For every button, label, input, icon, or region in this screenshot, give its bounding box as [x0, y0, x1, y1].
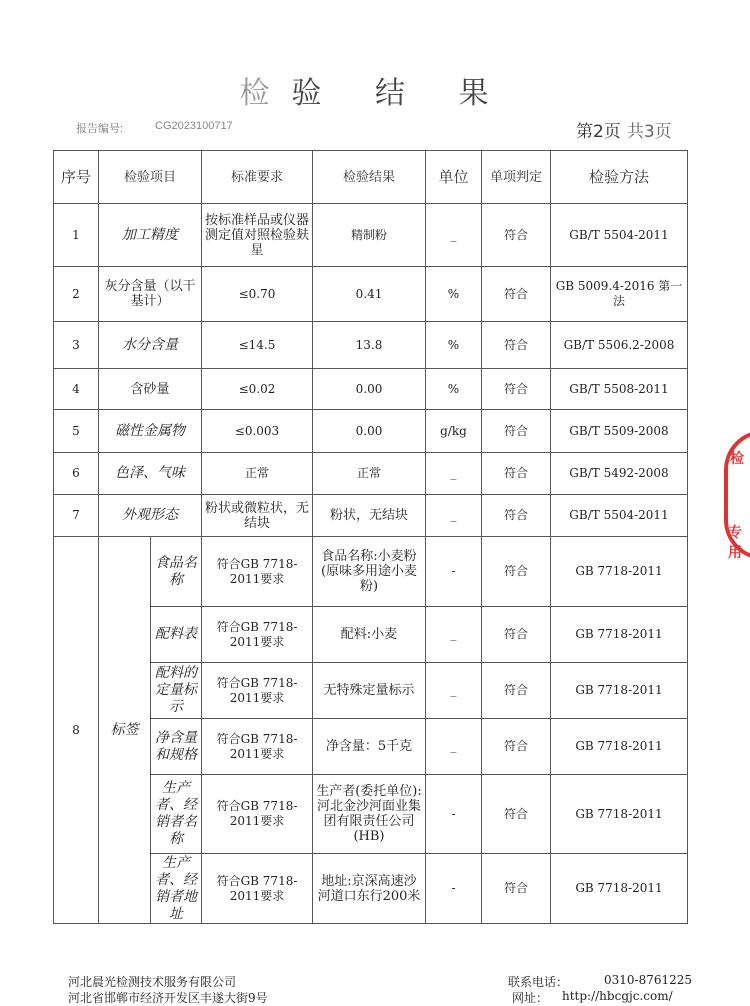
col-header: 检验方法	[551, 151, 688, 204]
row-req: 正常	[202, 453, 313, 495]
row-result: 生产者(委托单位):河北金沙河面业集团有限责任公司(HB)	[313, 775, 426, 854]
row-judge: 符合	[482, 775, 551, 854]
row-method: GB 7718-2011	[551, 607, 688, 663]
col-header: 序号	[54, 151, 99, 204]
table-row	[54, 267, 688, 322]
footer-address: 河北省邯郸市经济开发区丰遂大街9号	[68, 991, 268, 1005]
row-method: GB/T 5508-2011	[551, 369, 688, 410]
red-seal-stamp	[724, 430, 750, 560]
table-row	[54, 322, 688, 369]
table-row	[54, 453, 688, 495]
row-no: 2	[54, 267, 99, 322]
row-unit: _	[426, 663, 482, 719]
title-first-char: 检	[239, 76, 292, 111]
row-req: 符合GB 7718-2011要求	[202, 537, 313, 607]
row-item: 含砂量	[99, 369, 202, 410]
row-no: 7	[54, 495, 99, 537]
row-unit: _	[426, 495, 482, 537]
row-judge: 符合	[482, 607, 551, 663]
row-method: GB/T 5504-2011	[551, 495, 688, 537]
seal-text-top: 检	[730, 451, 744, 467]
row-method: GB 7718-2011	[551, 663, 688, 719]
row-unit: _	[426, 204, 482, 267]
table-row	[54, 537, 688, 607]
row-req: 符合GB 7718-2011要求	[202, 719, 313, 775]
page-total: 共3页	[626, 122, 672, 142]
row-method: GB/T 5509-2008	[551, 410, 688, 453]
row-no: 4	[54, 369, 99, 410]
table-row	[54, 369, 688, 410]
row-no: 3	[54, 322, 99, 369]
seal-text-bottom: 专用	[728, 525, 742, 560]
report-number-label: 报告编号:	[76, 123, 124, 135]
row-method: GB 5009.4-2016 第一法	[551, 267, 688, 322]
row-result: 0.00	[313, 410, 426, 453]
footer-company: 河北晨光检测技术服务有限公司	[68, 975, 237, 989]
footer-web: http://hbcgjc.com/	[562, 989, 673, 1003]
row-result: 无特殊定量标示	[313, 663, 426, 719]
row-result: 净含量：5千克	[313, 719, 426, 775]
row-method: GB/T 5504-2011	[551, 204, 688, 267]
row-judge: 符合	[482, 453, 551, 495]
table-header	[54, 151, 688, 204]
row-result: 配料:小麦	[313, 607, 426, 663]
row-unit: -	[426, 537, 482, 607]
row-req: 粉状或微粒状，无结块	[202, 495, 313, 537]
row-no: 5	[54, 410, 99, 453]
row-method: GB/T 5506.2-2008	[551, 322, 688, 369]
page-indicator	[576, 117, 672, 142]
row-item: 灰分含量（以干基计）	[99, 267, 202, 322]
row-judge: 符合	[482, 322, 551, 369]
row-result: 13.8	[313, 322, 426, 369]
table-row	[54, 495, 688, 537]
row-unit: _	[426, 719, 482, 775]
row-judge: 符合	[482, 854, 551, 924]
sub-item: 生产者、经销者地址	[151, 854, 202, 924]
row-unit: g/kg	[426, 410, 482, 453]
row-method: GB 7718-2011	[551, 719, 688, 775]
row-result: 0.41	[313, 267, 426, 322]
col-header: 单位	[426, 151, 482, 204]
page-current: 第2页	[576, 122, 621, 142]
row-unit: %	[426, 267, 482, 322]
row-judge: 符合	[482, 410, 551, 453]
row-no: 8	[54, 537, 99, 924]
row-no: 1	[54, 204, 99, 267]
row-item: 磁性金属物	[99, 410, 202, 453]
row-req: 按标准样品或仪器测定值对照检验麸星	[202, 204, 313, 267]
sub-item: 净含量和规格	[151, 719, 202, 775]
row-req: ≤0.02	[202, 369, 313, 410]
row-judge: 符合	[482, 663, 551, 719]
row-item: 水分含量	[99, 322, 202, 369]
row-method: GB 7718-2011	[551, 537, 688, 607]
row-req: 符合GB 7718-2011要求	[202, 775, 313, 854]
row-method: GB 7718-2011	[551, 775, 688, 854]
row-unit: _	[426, 607, 482, 663]
table-row	[54, 204, 688, 267]
row-unit: -	[426, 775, 482, 854]
row-unit: %	[426, 322, 482, 369]
row-unit: %	[426, 369, 482, 410]
row-result: 粉状，无结块	[313, 495, 426, 537]
col-header: 检验项目	[99, 151, 202, 204]
col-header: 单项判定	[482, 151, 551, 204]
row-result: 食品名称:小麦粉(原味多用途小麦粉)	[313, 537, 426, 607]
col-header: 标准要求	[202, 151, 313, 204]
row-judge: 符合	[482, 204, 551, 267]
row-result: 0.00	[313, 369, 426, 410]
label-group-name: 标签	[99, 537, 151, 924]
row-method: GB 7718-2011	[551, 854, 688, 924]
sub-item: 配料表	[151, 607, 202, 663]
row-no: 6	[54, 453, 99, 495]
title-rest: 验 结 果	[291, 76, 511, 111]
row-judge: 符合	[482, 495, 551, 537]
sub-item: 生产者、经销者名称	[151, 775, 202, 854]
row-result: 地址:京深高速沙河道口东行200米	[313, 854, 426, 924]
row-result: 正常	[313, 453, 426, 495]
sub-item: 食品名称	[151, 537, 202, 607]
row-result: 精制粉	[313, 204, 426, 267]
row-req: 符合GB 7718-2011要求	[202, 854, 313, 924]
row-req: ≤0.70	[202, 267, 313, 322]
row-judge: 符合	[482, 369, 551, 410]
footer-phone: 0310-8761225	[604, 973, 693, 987]
row-judge: 符合	[482, 719, 551, 775]
col-header: 检验结果	[313, 151, 426, 204]
row-item: 外观形态	[99, 495, 202, 537]
row-req: 符合GB 7718-2011要求	[202, 663, 313, 719]
row-judge: 符合	[482, 267, 551, 322]
page-title	[0, 68, 750, 112]
footer-web-label: 网址：	[512, 991, 549, 1005]
row-req: 符合GB 7718-2011要求	[202, 607, 313, 663]
results-table	[53, 150, 688, 924]
row-req: ≤0.003	[202, 410, 313, 453]
row-unit: _	[426, 453, 482, 495]
row-item: 色泽、气味	[99, 453, 202, 495]
row-req: ≤14.5	[202, 322, 313, 369]
table-row	[54, 410, 688, 453]
row-method: GB/T 5492-2008	[551, 453, 688, 495]
report-number: CG2023100717	[155, 120, 233, 132]
row-judge: 符合	[482, 537, 551, 607]
sub-item: 配料的定量标示	[151, 663, 202, 719]
row-unit: -	[426, 854, 482, 924]
footer-phone-label: 联系电话：	[508, 975, 569, 989]
row-item: 加工精度	[99, 204, 202, 267]
